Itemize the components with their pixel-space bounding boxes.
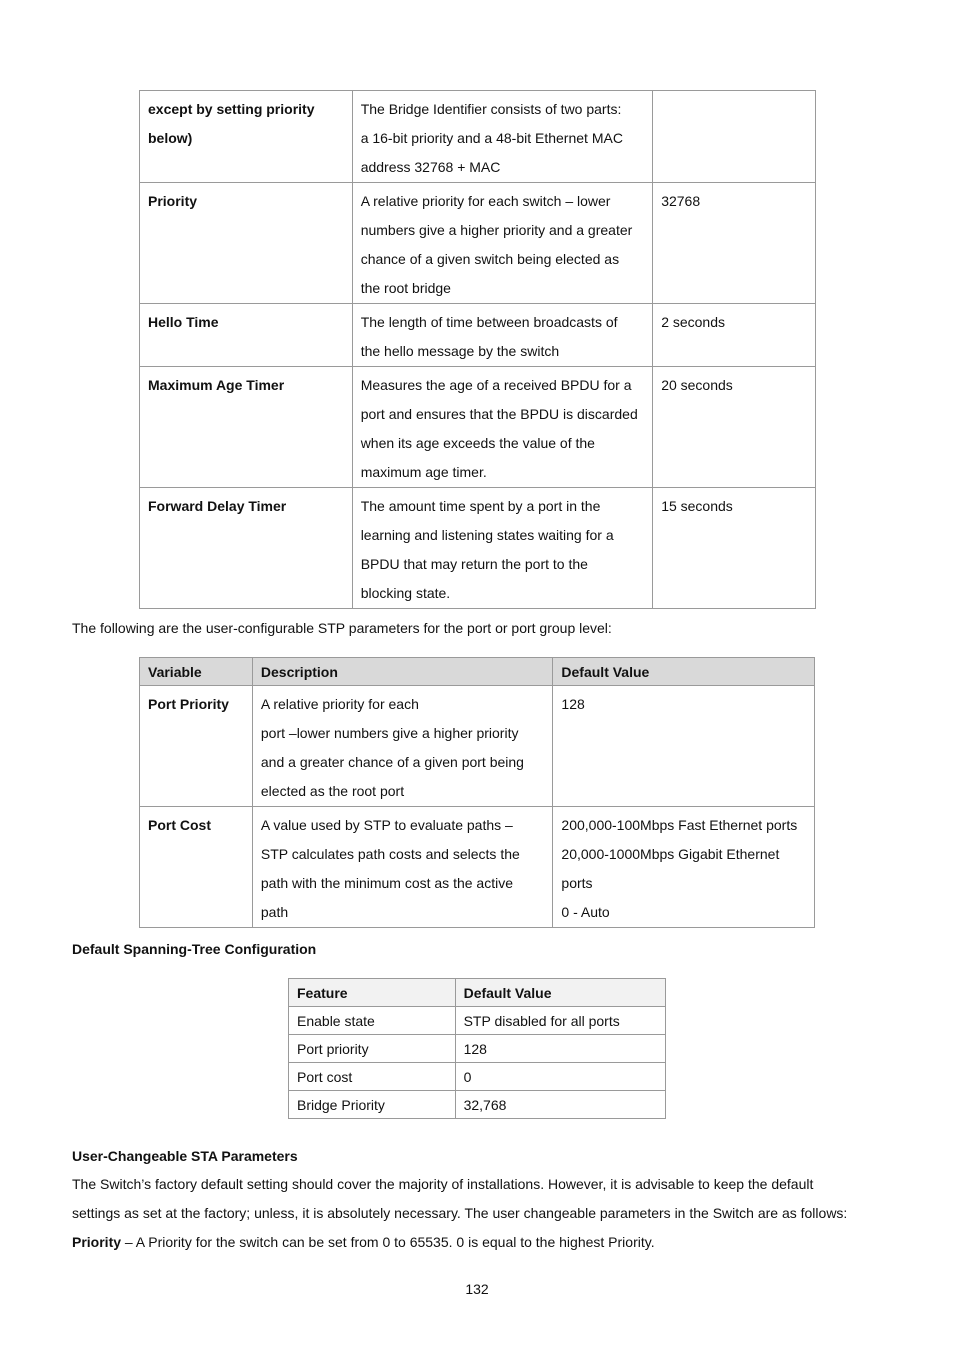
- parameter-name-cell: [140, 686, 253, 807]
- column-header: Variable: [140, 658, 253, 686]
- cell-line: Forward Delay Timer: [148, 498, 287, 514]
- port-params-intro: The following are the user-configurable STP parameters for the port or port group level:: [72, 620, 612, 636]
- default-value-cell: [653, 304, 816, 367]
- cell-line: except by setting priority: [148, 101, 315, 117]
- cell-line: blocking state.: [360, 585, 451, 601]
- table-header-row: [289, 979, 666, 1007]
- cell-line: below): [148, 130, 193, 146]
- table-row: Port priority 128: [289, 1035, 666, 1063]
- cell-line: ports: [561, 875, 593, 891]
- table-row: [140, 367, 816, 488]
- cell-line: when its age exceeds the value of the: [360, 435, 595, 451]
- cell-line: Port Priority: [148, 696, 229, 712]
- cell-line: A relative priority for each switch – lower: [360, 193, 611, 209]
- table-row: Bridge Priority 32,768: [289, 1091, 666, 1119]
- cell-line: learning and listening states waiting for a: [360, 527, 614, 543]
- parameter-name-cell: [140, 807, 253, 928]
- table-row: [140, 807, 815, 928]
- table-header-row: [140, 658, 815, 686]
- description-cell: [352, 91, 653, 183]
- description-cell: [352, 183, 653, 304]
- column-header: Default Value: [455, 979, 665, 1007]
- default-stp-config-table: [288, 978, 666, 1119]
- priority-description: – A Priority for the switch can be set from 0 to 65535. 0 is equal to the highest Priority.: [121, 1234, 655, 1250]
- column-header: Feature: [289, 979, 456, 1007]
- cell-line: the root bridge: [360, 280, 451, 296]
- cell-line: maximum age timer.: [360, 464, 487, 480]
- cell-line: path: [260, 904, 289, 920]
- table-row: [140, 91, 816, 183]
- parameter-name-cell: [140, 91, 353, 183]
- cell-line: 200,000-100Mbps Fast Ethernet ports: [561, 817, 798, 833]
- cell-line: Priority: [148, 193, 198, 209]
- sta-parameters-paragraph: [72, 1170, 847, 1257]
- default-value-cell: [653, 183, 816, 304]
- cell-line: Measures the age of a received BPDU for a: [360, 377, 632, 393]
- default-value-cell: [553, 686, 815, 807]
- cell-line: 15 seconds: [661, 498, 733, 514]
- cell-line: BPDU that may return the port to the: [360, 556, 588, 572]
- cell-line: elected as the root port: [260, 783, 405, 799]
- cell-line: STP calculates path costs and selects the: [260, 846, 520, 862]
- parameter-name-cell: [140, 367, 353, 488]
- table-row: [140, 686, 815, 807]
- default-value-cell: [653, 367, 816, 488]
- cell-line: port –lower numbers give a higher priority: [260, 725, 519, 741]
- default-value-cell: [653, 488, 816, 609]
- table-row: Port cost 0: [289, 1063, 666, 1091]
- cell-line: 0 - Auto: [561, 904, 610, 920]
- parameter-name-cell: [140, 304, 353, 367]
- cell-line: A value used by STP to evaluate paths –: [260, 817, 513, 833]
- port-parameters-table: [139, 657, 815, 928]
- cell-line: A relative priority for each: [260, 696, 419, 712]
- table-row: [140, 488, 816, 609]
- cell-line: numbers give a higher priority and a greater: [360, 222, 633, 238]
- cell-line: The amount time spent by a port in the: [360, 498, 601, 514]
- column-header: Default Value: [553, 658, 815, 686]
- cell-line: port and ensures that the BPDU is discarded: [360, 406, 638, 422]
- default-value-cell: [553, 807, 815, 928]
- parameter-name-cell: [140, 183, 353, 304]
- cell-line: 2 seconds: [661, 314, 726, 330]
- description-cell: [252, 686, 553, 807]
- default-stp-config-heading: Default Spanning-Tree Configuration: [72, 941, 317, 957]
- page-number: 132: [465, 1281, 489, 1297]
- description-cell: [252, 807, 553, 928]
- cell-line: path with the minimum cost as the active: [260, 875, 513, 891]
- table-row: Enable state STP disabled for all ports: [289, 1007, 666, 1035]
- cell-line: The length of time between broadcasts of: [360, 314, 618, 330]
- parameter-name-cell: [140, 488, 353, 609]
- paragraph-line: settings as set at the factory; unless, it is absolutely necessary. The user changeable parameters in the Switch are as follows:: [72, 1205, 848, 1221]
- cell-line: Maximum Age Timer: [148, 377, 285, 393]
- cell-line: 20 seconds: [661, 377, 733, 393]
- cell-line: address 32768 + MAC: [360, 159, 501, 175]
- bridge-parameters-table: [139, 90, 816, 609]
- priority-line: [72, 1228, 847, 1257]
- cell-line: The Bridge Identifier consists of two parts:: [360, 101, 622, 117]
- description-cell: [352, 367, 653, 488]
- cell-line: Port Cost: [148, 817, 211, 833]
- priority-term: Priority: [72, 1234, 122, 1250]
- table-row: [140, 304, 816, 367]
- sta-parameters-heading: User-Changeable STA Parameters: [72, 1148, 298, 1164]
- cell-line: Hello Time: [148, 314, 219, 330]
- table-row: [140, 183, 816, 304]
- cell-line: a 16-bit priority and a 48-bit Ethernet MAC: [360, 130, 623, 146]
- cell-line: 32768: [661, 193, 701, 209]
- paragraph-line: The Switch’s factory default setting should cover the majority of installations. However, it is advisable to keep the default: [72, 1176, 814, 1192]
- cell-line: chance of a given switch being elected as: [360, 251, 620, 267]
- description-cell: [352, 304, 653, 367]
- cell-line: and a greater chance of a given port being: [260, 754, 524, 770]
- column-header: Description: [252, 658, 553, 686]
- default-value-cell: [653, 91, 816, 183]
- cell-line: 128: [561, 696, 585, 712]
- cell-line: the hello message by the switch: [360, 343, 560, 359]
- description-cell: [352, 488, 653, 609]
- cell-line: 20,000-1000Mbps Gigabit Ethernet: [561, 846, 780, 862]
